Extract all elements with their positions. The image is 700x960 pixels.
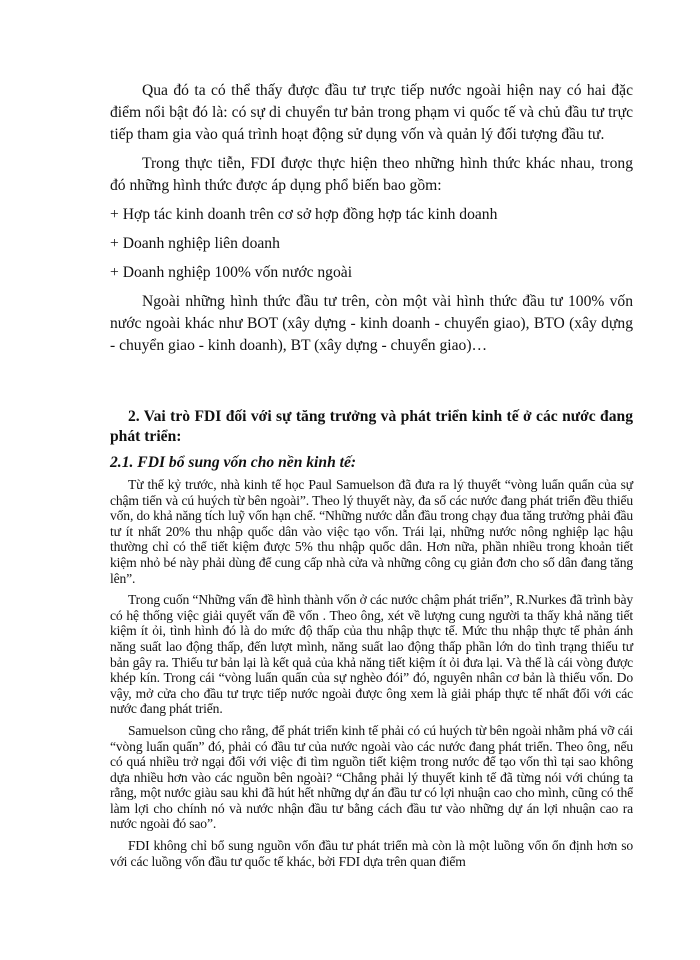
section-body [110,477,633,869]
form-item-2: + Doanh nghiệp liên doanh [110,235,280,252]
intro-paragraph-1: Qua đó ta có thể thấy được đầu tư trực tiếp nước ngoài hiện nay có hai đặc điểm nổi bật đó là: có sự di chuyển tư bản trong phạm vi quốc tế và chủ đầu tư trực tiếp tham gia vào quá trình hoạt động sử dụng vốn và quản lý đối tượng đầu tư. [110,82,633,143]
form-item-3: + Doanh nghiệp 100% vốn nước ngoài [110,264,353,281]
body-paragraph-1: Từ thế kỷ trước, nhà kinh tế học Paul Samuelson đã đưa ra lý thuyết “vòng luẩn quẩn của sự chậm tiến và cú huých từ bên ngoài”. Theo lý thuyết này, đa số các nước đang phát triển đều thiếu vốn, do khả năng tích luỹ vốn hạn chế. “Những nước dẫn đầu trong chạy đua tăng trưởng phải đầu tư ít nhất 20% thu nhập quốc dân vào việc tạo vốn. Trái lại, những nước nông nghiệp lạc hậu thường chỉ có thể tiết kiệm được 5% thu nhập quốc dân. Hơn nữa, phần nhiều trong khoản tiết kiệm nhỏ bé này phải dùng để cung cấp nhà cửa và những công cụ giản đơn cho số dân đang tăng lên”. [110,477,633,586]
body-paragraph-4: FDI không chỉ bổ sung nguồn vốn đầu tư phát triển mà còn là một luồng vốn ổn định hơn so với các luồng vốn đầu tư quốc tế khác, bởi FDI dựa trên quan điểm [110,838,633,869]
body-paragraph-3: Samuelson cũng cho rằng, để phát triển kinh tế phải có cú huých từ bên ngoài nhằm phá vỡ cái “vòng luẩn quẩn” đó, phải có đầu tư của nước ngoài vào các nước đang phát triển. Theo ông, nếu có quá nhiều trở ngại đối với việc đi tìm nguồn tiết kiệm trong nước để tạo vốn thì tại sao không dựa nhiều hơn vào các nguồn bên ngoài? “Chẳng phải lý thuyết kinh tế đã từng nói với chúng ta rằng, một nước giàu sau khi đã hút hết những dự án đầu tư có lợi nhuận cao cho mình, cũng có thể làm lợi cho chính nó và nước nhận đầu tư bằng cách đầu tư vào những dự án lợi nhuận cao ra nước ngoài đó sao”. [110,722,633,832]
intro-paragraph-2: Trong thực tiễn, FDI được thực hiện theo những hình thức khác nhau, trong đó những hình thức được áp dụng phổ biến bao gồm: [110,155,633,194]
section-2 [110,407,633,875]
intro-paragraph-3: Ngoài những hình thức đầu tư trên, còn một vài hình thức đầu tư 100% vốn nước ngoài khác như BOT (xây dựng - kinh doanh - chuyển giao), BTO (xây dựng - chuyển giao - kinh doanh), BT (xây dựng - chuyển giao)… [110,293,633,354]
intro-section [110,80,633,357]
form-item-1: + Hợp tác kinh doanh trên cơ sở hợp đồng hợp tác kinh doanh [110,206,498,223]
body-paragraph-2: Trong cuốn “Những vấn đề hình thành vốn ở các nước chậm phát triển”, R.Nurkes đã trình bày có hệ thống việc giải quyết vấn đề vốn . Theo ông, xét về lượng cung người ta thấy khả năng tiết kiệm ít ỏi, tình hình đó là do mức độ thấp của thu nhập thực tế. Mức thu nhập thực tế phản ánh năng suất lao động thấp, đến lượt mình, năng suất lao động thấp phần lớn do tình trạng thiếu tư bản gây ra. Thiếu tư bản lại là kết quả của khả năng tiết kiệm ít ỏi đưa lại. Và thế là cái vòng được khép kín. Trong cái “vòng luẩn quẩn của sự nghèo đói” đó, nguyên nhân cơ bản là thiếu vốn. Do vậy, mở cửa cho đầu tư trực tiếp nước ngoài được ông xem là giải pháp thực tế nhất đối với các nước đang phát triển. [110,592,633,717]
section-heading: 2. Vai trò FDI đối với sự tăng trưởng và phát triển kinh tế ở các nước đang phát triển: [110,408,633,445]
subsection-heading: 2.1. FDI bổ sung vốn cho nền kinh tế: [110,454,357,471]
